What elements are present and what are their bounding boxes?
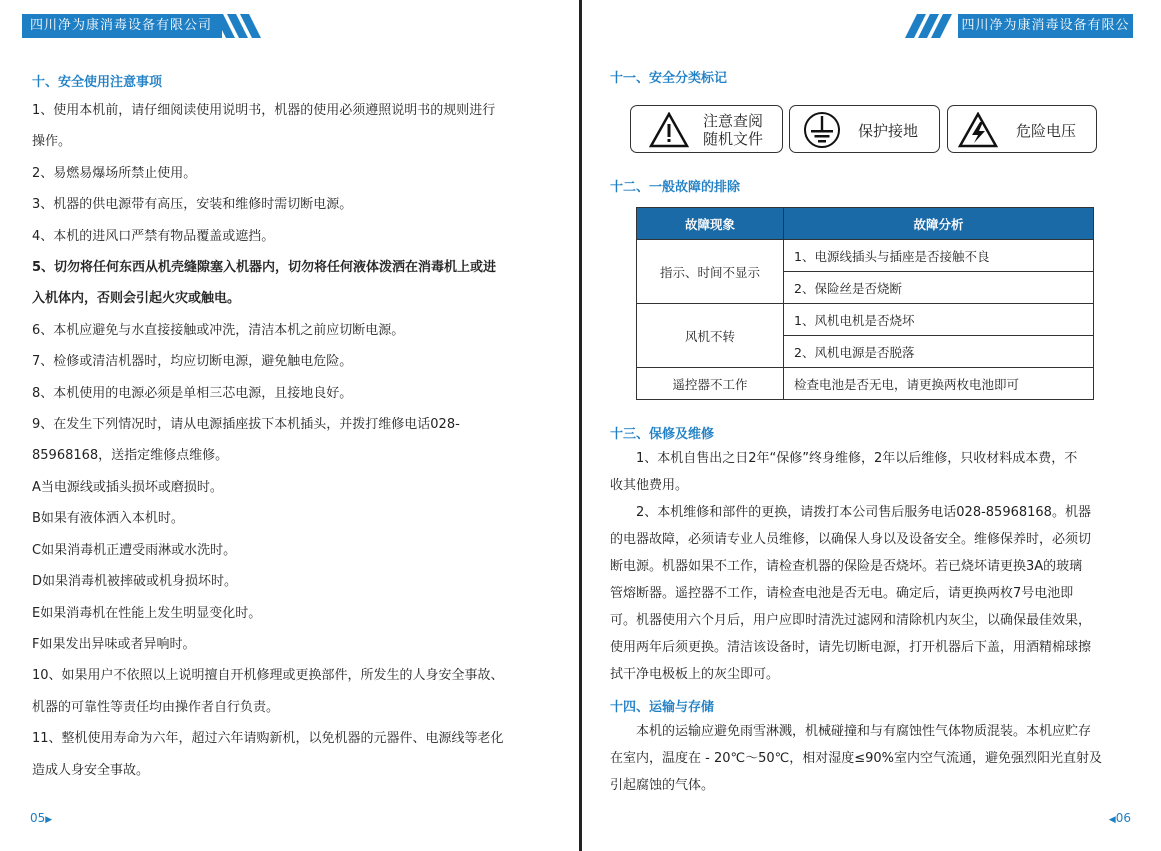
cause-cell: 1、电源线插头与插座是否接触不良 — [784, 240, 1094, 272]
section-14-title: 十四、运输与存储 — [610, 700, 715, 715]
sign-text: 注意查阅 — [703, 112, 764, 130]
note-line: 3、机器的供电源带有高压，安装和维修时需切断电源。 — [32, 197, 353, 213]
note-line: 8、本机使用的电源必须是单相三芯电源，且接地良好。 — [32, 385, 353, 401]
safety-notes — [32, 95, 562, 786]
note-line: 7、检修或清洁机器时，均应切断电源，避免触电危险。 — [32, 354, 353, 370]
table-header-row — [637, 208, 1094, 240]
cause-cell: 检查电池是否无电，请更换两枚电池即可 — [784, 368, 1094, 400]
page-number-left: 05▶ — [30, 811, 53, 825]
table-row — [637, 240, 1094, 272]
warranty-paragraph-1 — [610, 445, 1140, 499]
sign-dangerous-voltage — [947, 105, 1097, 153]
high-voltage-icon — [958, 112, 998, 148]
note-line-bold: 5、切勿将任何东西从机壳缝隙塞入机器内，切勿将任何液体泼洒在消毒机上或进 — [32, 260, 497, 276]
text-line: 1、本机自售出之日2年“保修”终身维修，2年以后维修，只收材料成本费，不 — [636, 451, 1078, 466]
note-line: 85968168，送指定维修点维修。 — [32, 448, 229, 464]
company-header: 四川净为康消毒设备有限公司 — [22, 14, 222, 38]
note-line: 9、在发生下列情况时，请从电源插座拔下本机插头，并拨打维修电话028- — [32, 417, 460, 433]
fault-table — [636, 207, 1094, 400]
cause-cell: 2、保险丝是否烧断 — [784, 272, 1094, 304]
note-line: 11、整机使用寿命为六年，超过六年请购新机，以免机器的元器件、电源线等老化 — [32, 731, 504, 747]
note-line: F如果发出异味或者异响时。 — [32, 636, 196, 652]
header-stripes — [214, 14, 274, 38]
header-stripes — [905, 14, 965, 38]
text-line: 收其他费用。 — [610, 478, 689, 493]
note-line: 机器的可靠性等责任均由操作者自行负责。 — [32, 699, 280, 715]
sign-protective-ground — [789, 105, 940, 153]
note-line: E如果消毒机在性能上发生明显变化时。 — [32, 605, 262, 621]
transport-paragraph — [610, 718, 1140, 799]
note-line-bold: 入机体内，否则会引起火灾或触电。 — [32, 291, 241, 307]
sign-refer-documents — [630, 105, 783, 153]
note-line: 6、本机应避免与水直接接触或冲洗，清洁本机之前应切断电源。 — [32, 322, 405, 338]
sign-text: 危险电压 — [1016, 122, 1077, 140]
symptom-cell: 指示、时间不显示 — [637, 240, 784, 304]
section-12-title: 十二、一般故障的排除 — [610, 180, 741, 195]
column-header: 故障分析 — [784, 208, 1094, 240]
note-line: 2、易燃易爆场所禁止使用。 — [32, 165, 197, 181]
note-line: B如果有液体洒入本机时。 — [32, 511, 184, 527]
section-13-title: 十三、保修及维修 — [610, 427, 715, 442]
text-line: 的电器故障，必须请专业人员维修，以确保人身以及设备安全。维修保养时，必须切 — [610, 532, 1092, 547]
note-line: 4、本机的进风口严禁有物品覆盖或遮挡。 — [32, 228, 275, 244]
warning-triangle-icon — [649, 112, 689, 148]
note-line: A当电源线或插头损坏或磨损时。 — [32, 479, 223, 495]
text-line: 管熔断器。遥控器不工作，请检查电池是否无电。确定后，请更换两枚7号电池即 — [610, 586, 1074, 601]
text-line: 使用两年后须更换。清洁该设备时，请先切断电源，打开机器后下盖，用酒精棉球擦 — [610, 640, 1092, 655]
sign-text: 保护接地 — [858, 122, 919, 140]
left-page — [0, 0, 579, 851]
table-row — [637, 304, 1094, 336]
note-line: 造成人身安全事故。 — [32, 762, 150, 778]
sign-text: 随机文件 — [703, 130, 764, 148]
cause-cell: 1、风机电机是否烧坏 — [784, 304, 1094, 336]
right-page — [582, 0, 1161, 851]
section-10-title: 十、安全使用注意事项 — [32, 75, 163, 90]
text-line: 引起腐蚀的气体。 — [610, 778, 715, 793]
table-row — [637, 368, 1094, 400]
text-line: 2、本机维修和部件的更换，请拨打本公司售后服务电话028-85968168。机器 — [636, 505, 1091, 520]
text-line: 可。机器使用六个月后，用户应即时清洗过滤网和清除机内灰尘，以确保最佳效果， — [610, 613, 1092, 628]
text-line: 在室内，温度在 - 20℃～50℃，相对湿度≤90%室内空气流通，避免强烈阳光直射及 — [610, 751, 1103, 766]
column-header: 故障现象 — [637, 208, 784, 240]
page-number-right: ◀06 — [1108, 811, 1131, 825]
warranty-paragraph-2 — [610, 499, 1140, 688]
ground-icon — [802, 110, 842, 150]
text-line: 本机的运输应避免雨雪淋溅，机械碰撞和与有腐蚀性气体物质混装。本机应贮存 — [636, 724, 1092, 739]
note-line: D如果消毒机被摔破或机身损坏时。 — [32, 574, 238, 590]
note-line: 操作。 — [32, 134, 72, 150]
text-line: 拭干净电极板上的灰尘即可。 — [610, 667, 780, 682]
note-line: C如果消毒机正遭受雨淋或水洗时。 — [32, 542, 237, 558]
note-line: 1、使用本机前，请仔细阅读使用说明书，机器的使用必须遵照说明书的规则进行 — [32, 103, 496, 118]
section-11-title: 十一、安全分类标记 — [610, 71, 728, 86]
note-line: 10、如果用户不依照以上说明擅自开机修理或更换部件，所发生的人身安全事故、 — [32, 668, 504, 684]
text-line: 断电源。机器如果不工作，请检查机器的保险是否烧坏。若已烧坏请更换3A的玻璃 — [610, 559, 1083, 574]
symptom-cell: 遥控器不工作 — [637, 368, 784, 400]
symptom-cell: 风机不转 — [637, 304, 784, 368]
company-header: 四川净为康消毒设备有限公司 — [958, 14, 1133, 38]
cause-cell: 2、风机电源是否脱落 — [784, 336, 1094, 368]
